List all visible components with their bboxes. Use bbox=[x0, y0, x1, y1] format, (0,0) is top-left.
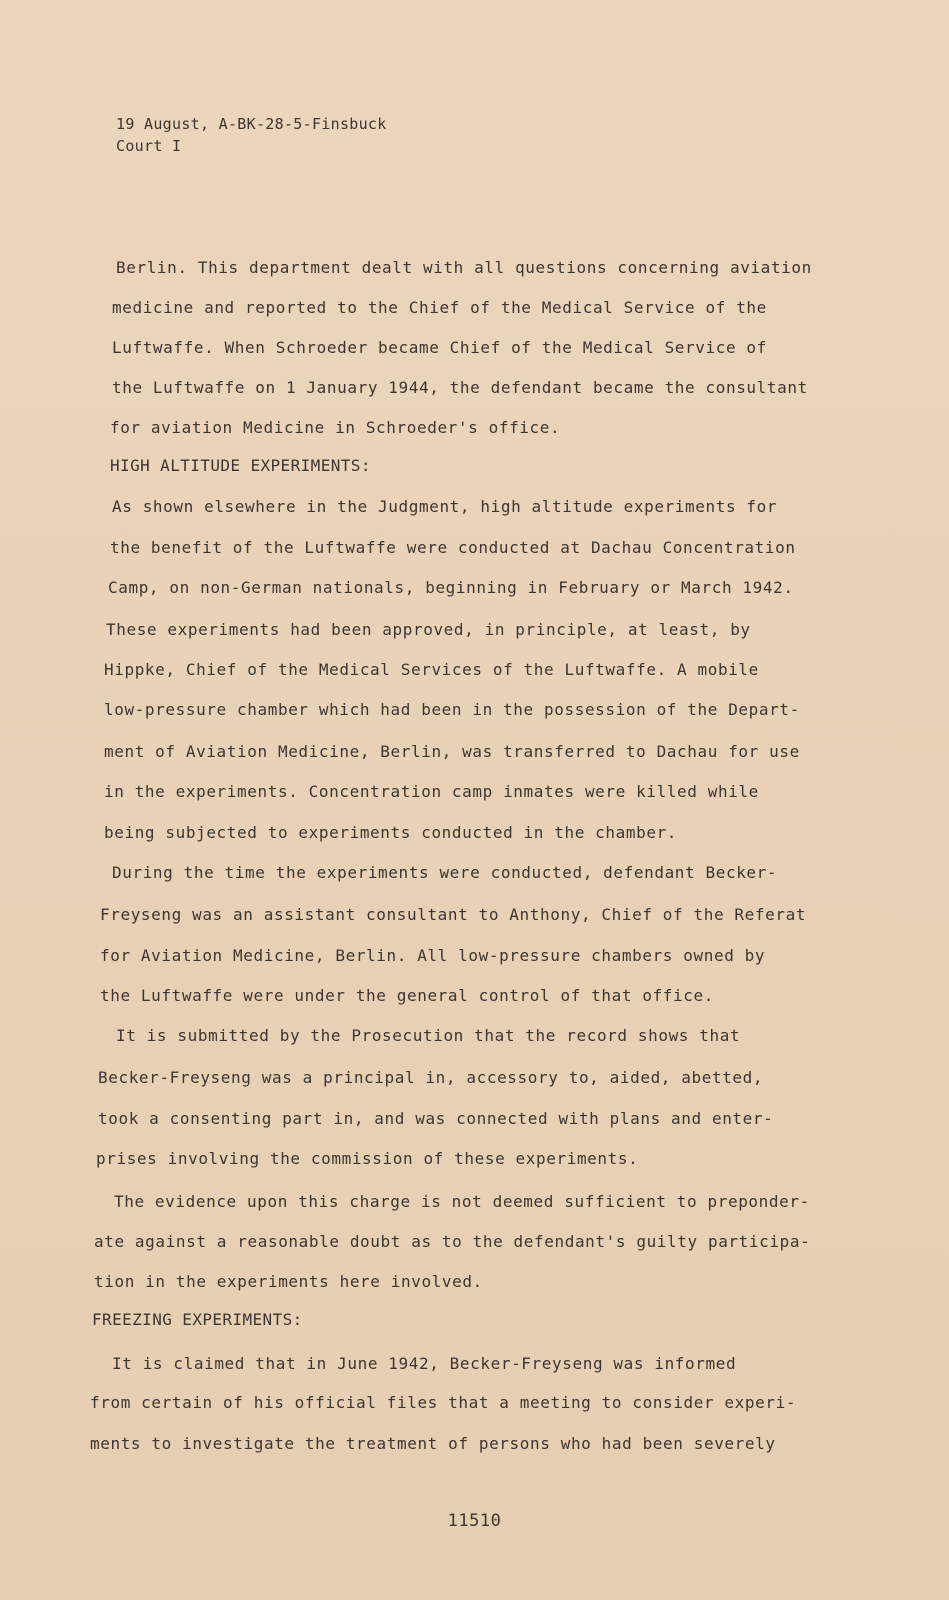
document-header bbox=[116, 113, 387, 157]
body-line: As shown elsewhere in the Judgment, high altitude experiments for bbox=[112, 497, 778, 516]
body-line: prises involving the commission of these experiments. bbox=[96, 1149, 639, 1168]
body-line: tion in the experiments here involved. bbox=[94, 1272, 483, 1291]
body-line: from certain of his official files that a meeting to consider experi- bbox=[90, 1393, 797, 1412]
body-line: medicine and reported to the Chief of the Medical Service of the bbox=[112, 298, 767, 317]
body-line: Freyseng was an assistant consultant to Anthony, Chief of the Referat bbox=[100, 905, 807, 924]
page-number: 11510 bbox=[447, 1511, 502, 1531]
body-line: took a consenting part in, and was connected with plans and enter- bbox=[98, 1109, 774, 1128]
body-line: the Luftwaffe on 1 January 1944, the defendant became the consultant bbox=[112, 378, 808, 397]
body-line: ments to investigate the treatment of persons who had been severely bbox=[90, 1434, 776, 1453]
body-line: It is claimed that in June 1942, Becker-Freyseng was informed bbox=[112, 1354, 737, 1373]
body-line: for aviation Medicine in Schroeder's office. bbox=[110, 418, 561, 437]
body-line: Luftwaffe. When Schroeder became Chief of the Medical Service of bbox=[112, 338, 767, 357]
body-line: These experiments had been approved, in principle, at least, by bbox=[106, 620, 751, 639]
body-line: Hippke, Chief of the Medical Services of the Luftwaffe. A mobile bbox=[104, 660, 759, 679]
body-line: Camp, on non-German nationals, beginning in February or March 1942. bbox=[108, 578, 794, 597]
body-line: Becker-Freyseng was a principal in, accessory to, aided, abetted, bbox=[98, 1068, 764, 1087]
header-court: Court I bbox=[116, 137, 182, 155]
header-date-reference: 19 August, A-BK-28-5-Finsbuck bbox=[116, 115, 387, 133]
body-line: being subjected to experiments conducted in the chamber. bbox=[104, 823, 678, 842]
body-line: During the time the experiments were conducted, defendant Becker- bbox=[112, 863, 778, 882]
body-line: low-pressure chamber which had been in the possession of the Depart- bbox=[104, 700, 800, 719]
section-heading: HIGH ALTITUDE EXPERIMENTS: bbox=[110, 456, 371, 475]
body-line: ment of Aviation Medicine, Berlin, was transferred to Dachau for use bbox=[104, 742, 800, 761]
body-line: ate against a reasonable doubt as to the defendant's guilty participa- bbox=[94, 1232, 811, 1251]
body-line: the Luftwaffe were under the general control of that office. bbox=[100, 986, 714, 1005]
body-line: The evidence upon this charge is not deemed sufficient to preponder- bbox=[114, 1192, 810, 1211]
body-line: for Aviation Medicine, Berlin. All low-pressure chambers owned by bbox=[100, 946, 766, 965]
section-heading: FREEZING EXPERIMENTS: bbox=[92, 1310, 303, 1329]
body-line: Berlin. This department dealt with all questions concerning aviation bbox=[116, 258, 812, 277]
body-line: in the experiments. Concentration camp inmates were killed while bbox=[104, 782, 759, 801]
body-line: It is submitted by the Prosecution that the record shows that bbox=[116, 1026, 741, 1045]
body-line: the benefit of the Luftwaffe were conducted at Dachau Concentration bbox=[110, 538, 796, 557]
